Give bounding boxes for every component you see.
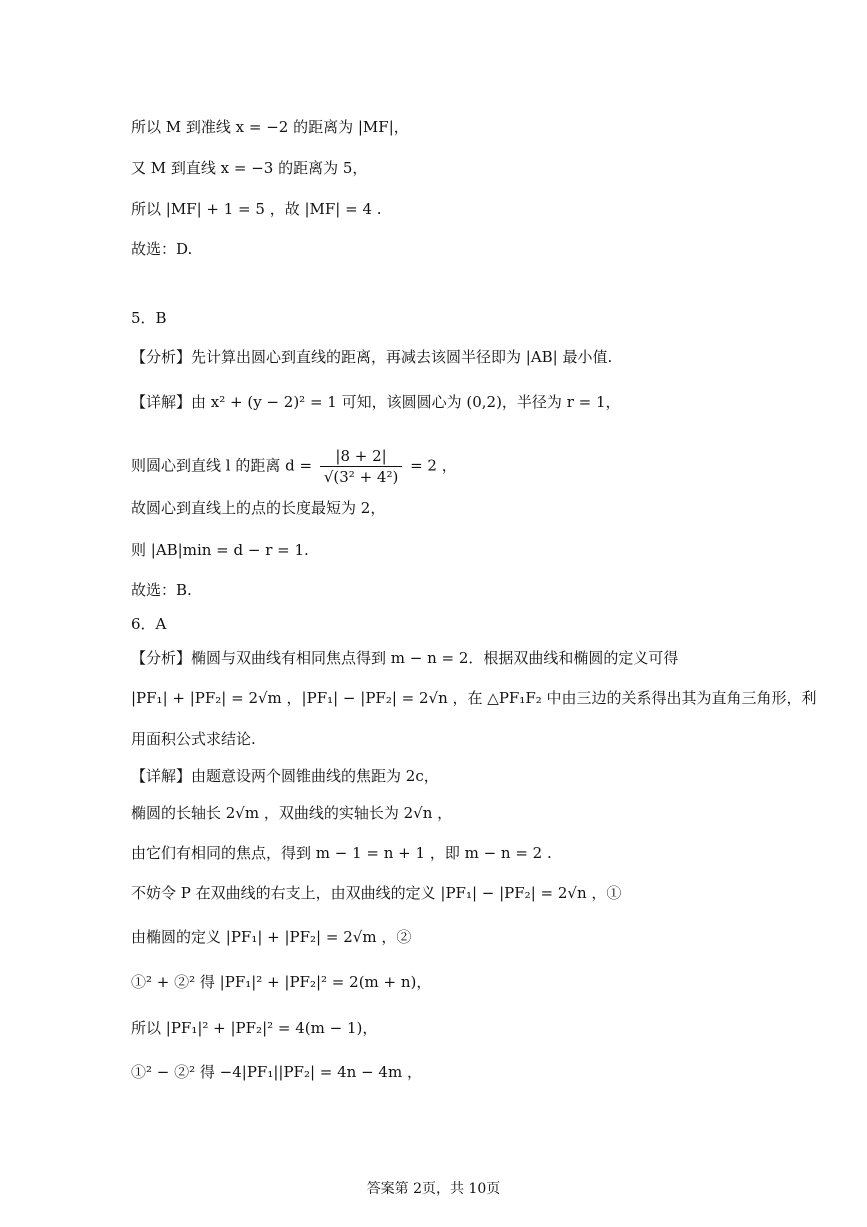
text-line: 【分析】先计算出圆心到直线的距离，再减去该圆半径即为 |AB| 最小值. [131,348,613,366]
text-line: 【分析】椭圆与双曲线有相同焦点得到 m − n = 2．根据双曲线和椭圆的定义可得 [131,649,679,667]
text-line: 5．B [131,309,167,327]
text-line: 又 M 到直线 x = −3 的距离为 5， [131,159,368,177]
text-line: ①² + ②² 得 |PF₁|² + |PF₂|² = 2(m + n)， [131,973,432,991]
text-line: 【详解】由 x² + (y − 2)² = 1 可知，该圆圆心为 (0,2)，半径为 r = 1， [131,393,621,411]
text-line: 6．A [131,615,167,633]
text-line: 故圆心到直线上的点的长度最短为 2， [131,499,386,517]
text-line: 椭圆的长轴长 2√m ，双曲线的实轴长为 2√n ， [131,804,453,822]
distance-fraction [320,446,402,487]
distance-suffix: = 2 ， [410,456,457,475]
text-line: 用面积公式求结论. [131,730,256,748]
text-line: 所以 M 到准线 x = −2 的距离为 |MF|， [131,118,409,136]
fraction-denominator: √(3² + 4²) [323,468,399,486]
text-line: 所以 |PF₁|² + |PF₂|² = 4(m − 1)， [131,1019,378,1037]
text-line: |PF₁| + |PF₂| = 2√m ，|PF₁| − |PF₂| = 2√n ，在 △PF₁F₂ 中由三边的关系得出其为直角三角形，利 [131,689,817,707]
text-line: 故选：D. [131,240,193,258]
distance-prefix: 则圆心到直线 l 的距离 d = [131,456,313,475]
text-line: 则 |AB|min = d − r = 1. [131,541,309,559]
text-line: 故选：B. [131,581,192,599]
text-line: 由椭圆的定义 |PF₁| + |PF₂| = 2√m ，② [131,928,412,946]
page-footer: 答案第 2页，共 10页 [366,1181,501,1197]
text-line: 【详解】由题意设两个圆锥曲线的焦距为 2c， [131,767,439,785]
text-line: 不妨令 P 在双曲线的右支上，由双曲线的定义 |PF₁| − |PF₂| = 2√n ，① [131,884,622,902]
text-line: 所以 |MF| + 1 = 5 ，故 |MF| = 4 . [131,200,382,218]
fraction-numerator: |8 + 2| [320,446,402,467]
distance-formula-line [131,446,457,487]
text-line: ①² − ②² 得 −4|PF₁||PF₂| = 4n − 4m ， [131,1063,422,1081]
text-line: 由它们有相同的焦点，得到 m − 1 = n + 1 ，即 m − n = 2 . [131,844,552,862]
